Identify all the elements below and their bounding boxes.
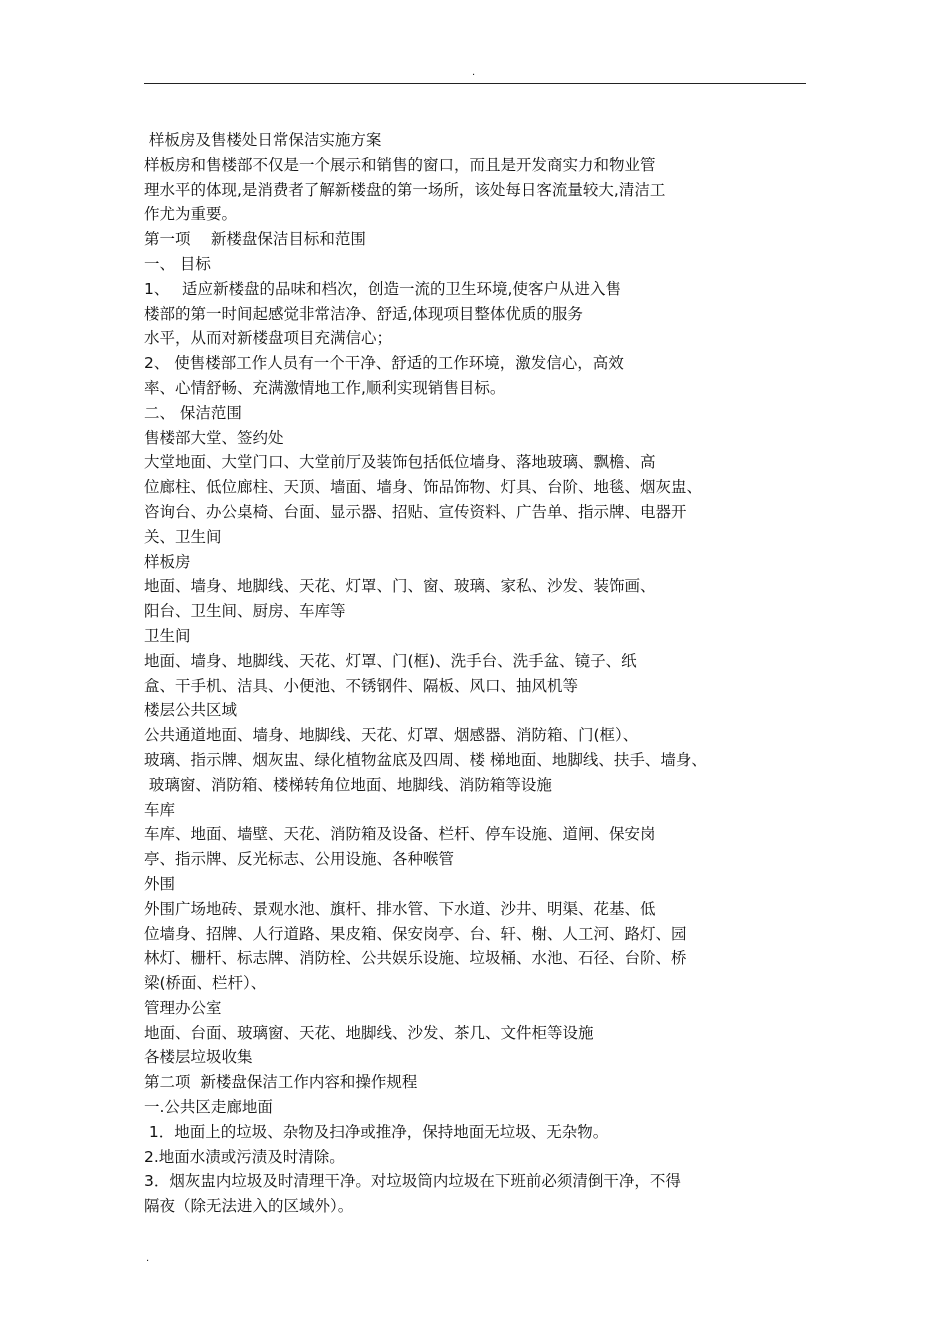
text-line: 车库、地面、墙壁、天花、消防箱及设备、栏杆、停车设施、道闸、保安岗 [144, 825, 656, 844]
text-line: 楼部的第一时间起感觉非常洁净、舒适,体现项目整体优质的服务 [144, 304, 583, 323]
text-line: 样板房 [144, 552, 191, 571]
text-line: 第二项 新楼盘保洁工作内容和操作规程 [144, 1073, 418, 1092]
text-line: 率、心情舒畅、充满激情地工作,顺利实现销售目标。 [144, 378, 506, 397]
text-line: 隔夜（除无法进入的区域外）。 [144, 1197, 354, 1216]
text-line: 1、 适应新楼盘的品味和档次，创造一流的卫生环境,使客户从进入售 [144, 279, 621, 298]
header-rule [144, 83, 806, 84]
text-line: 2、 使售楼部工作人员有一个干净、舒适的工作环境，激发信心，高效 [144, 354, 624, 373]
text-line: 玻璃、指示牌、烟灰盅、绿化植物盆底及四周、楼 梯地面、地脚线、扶手、墙身、 [144, 750, 707, 769]
text-line: 地面、墙身、地脚线、天花、灯罩、门(框)、洗手台、洗手盆、镜子、纸 [144, 651, 637, 670]
text-line: 2.地面水渍或污渍及时清除。 [144, 1147, 345, 1166]
text-line: 位廊柱、低位廊柱、天顶、墙面、墙身、饰品饰物、灯具、台阶、地毯、烟灰盅、 [144, 478, 703, 497]
text-line: 管理办公室 [144, 998, 222, 1017]
text-line: 阳台、卫生间、厨房、车库等 [144, 602, 346, 621]
text-line: 第一项 新楼盘保洁目标和范围 [144, 230, 366, 249]
text-line: 亭、指示牌、反光标志、公用设施、各种喉管 [144, 850, 455, 869]
text-line: 一、 目标 [144, 254, 211, 273]
text-line: 水平，从而对新楼盘项目充满信心； [144, 329, 393, 348]
text-line: 样板房及售楼处日常保洁实施方案 [144, 131, 382, 149]
text-line: 样板房和售楼部不仅是一个展示和销售的窗口，而且是开发商实力和物业管 [144, 155, 656, 174]
text-line: 3．烟灰盅内垃圾及时清理干净。对垃圾筒内垃圾在下班前必须清倒干净，不得 [144, 1172, 681, 1191]
text-line: 一.公共区走廊地面 [144, 1098, 273, 1117]
text-line: 地面、台面、玻璃窗、天花、地脚线、沙发、茶几、文件柜等设施 [144, 1023, 594, 1042]
text-line: 车库 [144, 800, 176, 819]
footer-mark: . [146, 1253, 150, 1264]
text-line: 各楼层垃圾收集 [144, 1048, 253, 1067]
text-line: 二、 保洁范围 [144, 403, 242, 422]
text-line: 位墙身、招牌、人行道路、果皮箱、保安岗亭、台、轩、榭、人工河、路灯、园 [144, 924, 687, 943]
text-line: 卫生间 [144, 626, 191, 645]
text-line: 公共通道地面、墙身、地脚线、天花、灯罩、烟感器、消防箱、门(框）、 [144, 726, 639, 745]
text-line: 梁(桥面、栏杆）、 [144, 974, 267, 993]
text-line: 售楼部大堂、签约处 [144, 428, 284, 447]
text-line: 作尤为重要。 [144, 205, 238, 224]
text-line: 林灯、栅杆、标志牌、消防栓、公共娱乐设施、垃圾桶、水池、石径、台阶、桥 [144, 949, 687, 968]
text-line: 地面、墙身、地脚线、天花、灯罩、门、窗、玻璃、家私、沙发、装饰画、 [144, 577, 656, 596]
text-line: 关、卫生间 [144, 527, 222, 546]
text-line: 咨询台、办公桌椅、台面、显示器、招贴、宣传资料、广告单、指示牌、电器开 [144, 502, 687, 521]
header-mark: . [472, 67, 476, 78]
text-line: 理水平的体现,是消费者了解新楼盘的第一场所，该处每日客流量较大,清洁工 [144, 180, 666, 199]
text-line: 盒、干手机、洁具、小便池、不锈钢件、隔板、风口、抽风机等 [144, 676, 579, 695]
text-line: 1．地面上的垃圾、杂物及扫净或推净，保持地面无垃圾、无杂物。 [144, 1122, 609, 1141]
text-line: 外围广场地砖、景观水池、旗杆、排水管、下水道、沙井、明渠、花基、低 [144, 899, 656, 918]
text-line: 外围 [144, 874, 176, 893]
document-body [144, 128, 784, 1219]
text-line: 大堂地面、大堂门口、大堂前厅及装饰包括低位墙身、落地玻璃、飘檐、高 [144, 453, 656, 472]
text-line: 玻璃窗、消防箱、楼梯转角位地面、地脚线、消防箱等设施 [144, 775, 552, 794]
text-line: 楼层公共区域 [144, 701, 238, 720]
